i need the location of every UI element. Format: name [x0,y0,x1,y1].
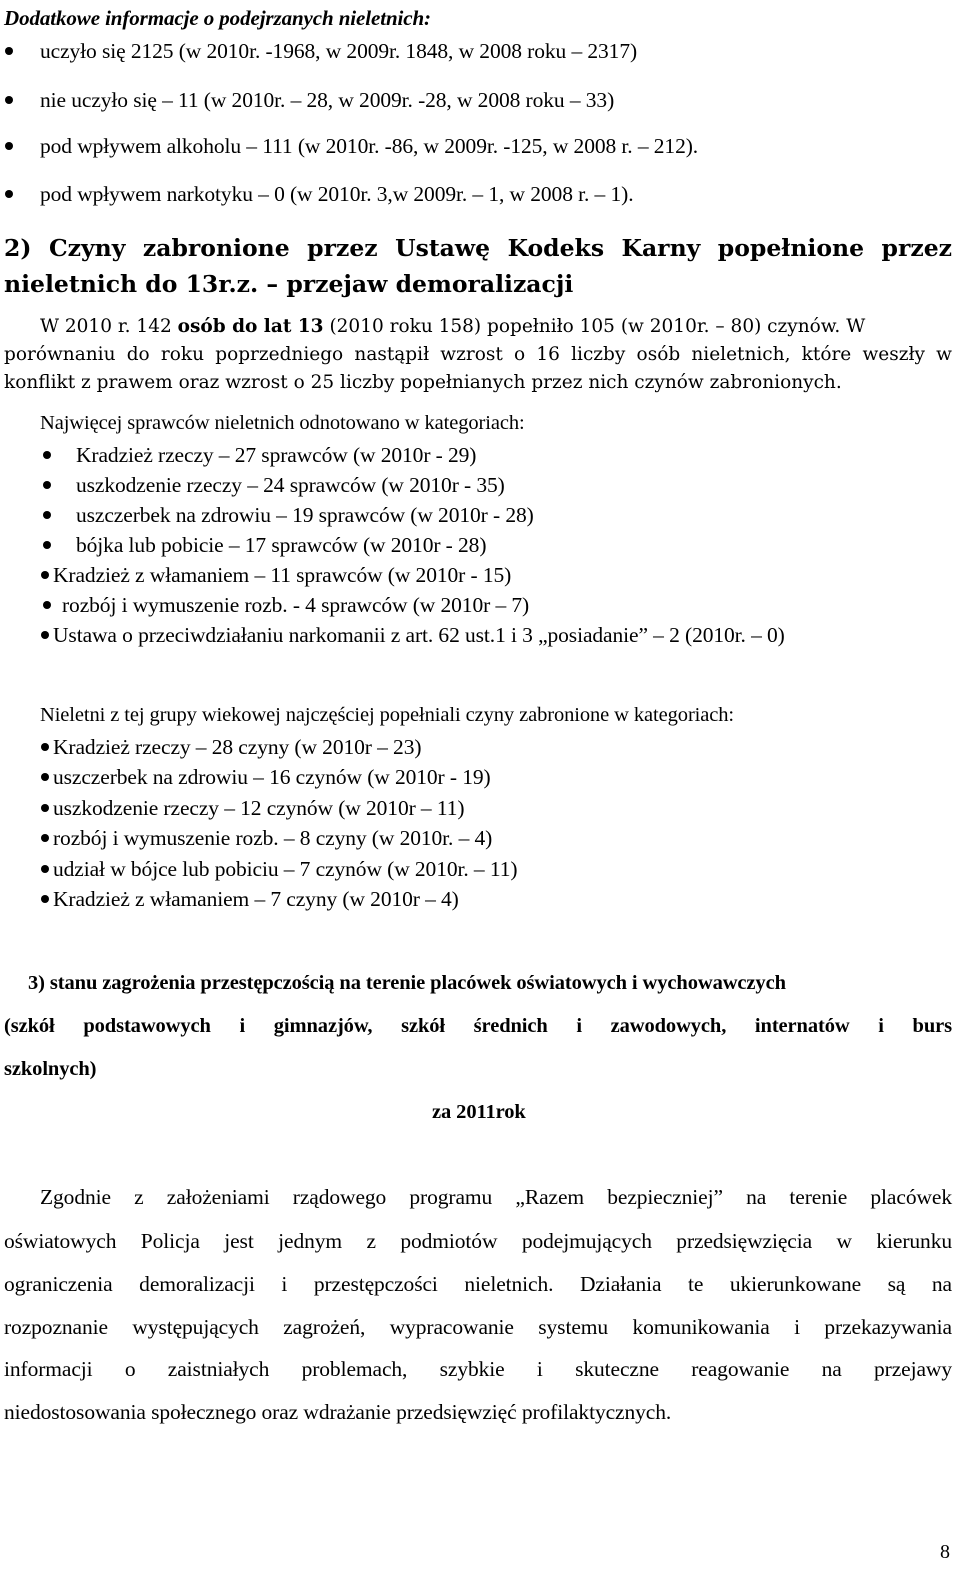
paragraph-line: Zgodnie z założeniami rządowego programu „Razem bezpieczniej” na terenie placówek [40,1185,952,1209]
paragraph-line: ograniczenia demoralizacji i przestępczości nieletnich. Działania te ukierunkowane są na [4,1272,952,1296]
paragraph-line: rozpoznanie występujących zagrożeń, wypracowanie systemu komunikowania i przekazywania [4,1315,952,1339]
section3-heading-line3: szkolnych) [4,1058,97,1080]
list-item: uszczerbek na zdrowiu – 19 sprawców (w 2010r - 28) [76,503,534,527]
list-item: Kradzież z włamaniem – 11 sprawców (w 2010r - 15) [53,563,512,587]
list-item: bójka lub pobicie – 17 sprawców (w 2010r - 28) [76,533,487,557]
list-item: udział w bójce lub pobiciu – 7 czynów (w 2010r. – 11) [53,857,518,881]
page-number: 8 [940,1541,950,1563]
section3-heading-line1: 3) stanu zagrożenia przestępczością na terenie placówek oświatowych i wychowawczych [28,972,786,994]
section2-heading-line1: 2) Czyny zabronione przez Ustawę Kodeks Karny popełnione przez [4,234,952,262]
paragraph-line: niedostosowania społecznego oraz wdrażanie przedsięwzięć profilaktycznych. [4,1400,672,1424]
bullet-icon [41,804,49,812]
group-intro: Nieletni z tej grupy wiekowej najczęściej popełniali czyny zabronione w kategoriach: [40,704,735,726]
bullet-icon [41,865,49,873]
bullet-icon [41,895,49,903]
list-item: uszczerbek na zdrowiu – 16 czynów (w 2010r - 19) [53,765,491,789]
bullet-icon [43,451,51,459]
bullet-icon [43,541,51,549]
section3-year: za 2011rok [432,1101,526,1123]
list-item: pod wpływem alkoholu – 111 (w 2010r. -86, w 2009r. -125, w 2008 r. – 212). [40,134,699,158]
list-item: uszkodzenie rzeczy – 24 sprawców (w 2010r - 35) [76,473,505,497]
bullet-icon [41,743,49,751]
list-item: rozbój i wymuszenie rozb. – 8 czyny (w 2010r. – 4) [53,826,493,850]
list-item: Ustawa o przeciwdziałaniu narkomanii z art. 62 ust.1 i 3 „posiadanie” – 2 (2010r. – 0) [53,623,785,647]
section2-heading-line2: nieletnich do 13r.z. – przejaw demoralizacji [4,270,574,298]
categories-intro: Najwięcej sprawców nieletnich odnotowano w kategoriach: [40,412,525,434]
list-item: Kradzież rzeczy – 28 czyny (w 2010r – 23) [53,735,422,759]
bullet-icon [5,190,13,198]
bullet-icon [41,834,49,842]
bullet-icon [41,631,49,639]
bullet-icon [43,601,51,609]
bullet-icon [5,96,13,104]
list-item: nie uczyło się – 11 (w 2010r. – 28, w 2009r. -28, w 2008 roku – 33) [40,88,615,112]
paragraph-bold: osób do lat 13 [177,316,324,337]
paragraph-line: konflikt z prawem oraz wzrost o 25 liczby popełnianych przez nich czynów zabronionych. [4,372,842,393]
list-item: uszkodzenie rzeczy – 12 czynów (w 2010r – 11) [53,796,465,820]
paragraph-text: W 2010 r. 142 [40,316,178,337]
paragraph-text: (2010 roku 158) popełniło 105 (w 2010r. – 80) czynów. W [323,316,866,337]
bullet-icon [5,142,13,150]
section3-heading-line2: (szkół podstawowych i gimnazjów, szkół średnich i zawodowych, internatów i burs [4,1015,952,1037]
bullet-icon [41,773,49,781]
bullet-icon [41,571,49,579]
section1-heading: Dodatkowe informacje o podejrzanych nieletnich: [4,6,431,30]
bullet-icon [5,47,13,55]
list-item: uczyło się 2125 (w 2010r. -1968, w 2009r. 1848, w 2008 roku – 2317) [40,39,638,63]
paragraph-line [40,316,865,337]
bullet-icon [43,511,51,519]
list-item: rozbój i wymuszenie rozb. - 4 sprawców (w 2010r – 7) [62,593,530,617]
list-item: pod wpływem narkotyku – 0 (w 2010r. 3,w 2009r. – 1, w 2008 r. – 1). [40,182,634,206]
paragraph-line: oświatowych Policja jest jednym z podmiotów podejmujących przedsięwzięcia w kierunku [4,1229,952,1253]
list-item: Kradzież z włamaniem – 7 czyny (w 2010r – 4) [53,887,459,911]
paragraph-line: porównaniu do roku poprzedniego nastąpił wzrost o 16 liczby osób nieletnich, które weszły w [4,344,952,365]
paragraph-line: informacji o zaistniałych problemach, szybkie i skuteczne reagowanie na przejawy [4,1357,952,1381]
list-item: Kradzież rzeczy – 27 sprawców (w 2010r - 29) [76,443,477,467]
bullet-icon [43,481,51,489]
